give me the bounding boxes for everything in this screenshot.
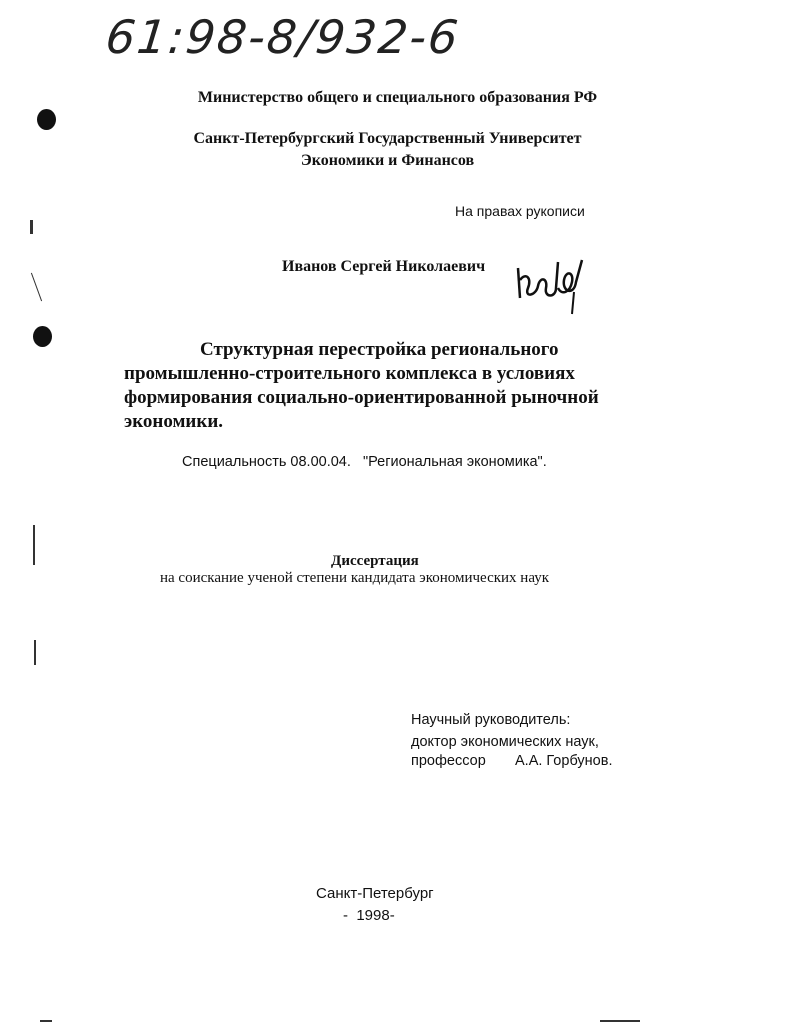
author-signature: [512, 252, 592, 320]
supervisor-name: А.А. Горбунов.: [515, 753, 613, 769]
author-name: Иванов Сергей Николаевич: [282, 258, 486, 275]
punch-hole-top: [37, 109, 56, 130]
supervisor-label: Научный руководитель:: [411, 712, 571, 728]
year: - 1998-: [343, 907, 395, 924]
title-line-4: экономики.: [124, 411, 224, 432]
archive-code: 61:98-8/932-6: [103, 10, 463, 64]
scan-mark: [30, 220, 33, 234]
title-line-3: формирования социально-ориентированной рыночной: [124, 387, 599, 408]
specialty: Специальность 08.00.04. "Региональная экономика".: [182, 454, 547, 470]
ministry-name: Министерство общего и специального образования РФ: [197, 89, 598, 106]
university-name-line2: Экономики и Финансов: [300, 152, 475, 169]
scan-mark: [34, 640, 36, 665]
manuscript-rights: На правах рукописи: [455, 203, 585, 219]
title-line-1: Структурная перестройка регионального: [200, 339, 559, 360]
dissertation-purpose: на соискание ученой степени кандидата экономических наук: [160, 570, 550, 586]
scan-mark: [40, 1020, 52, 1022]
scan-mark: [33, 525, 35, 565]
supervisor-position: профессор: [411, 753, 486, 769]
university-name-line1: Санкт-Петербургский Государственный Университет: [193, 130, 582, 147]
punch-hole-bottom: [33, 326, 52, 347]
title-line-2: промышленно-строительного комплекса в условиях: [124, 363, 575, 384]
supervisor-degree: доктор экономических наук,: [411, 734, 599, 750]
scan-mark: [600, 1020, 640, 1022]
city: Санкт-Петербург: [316, 885, 434, 902]
dissertation-label: Диссертация: [331, 553, 419, 569]
scan-mark: [31, 273, 42, 302]
